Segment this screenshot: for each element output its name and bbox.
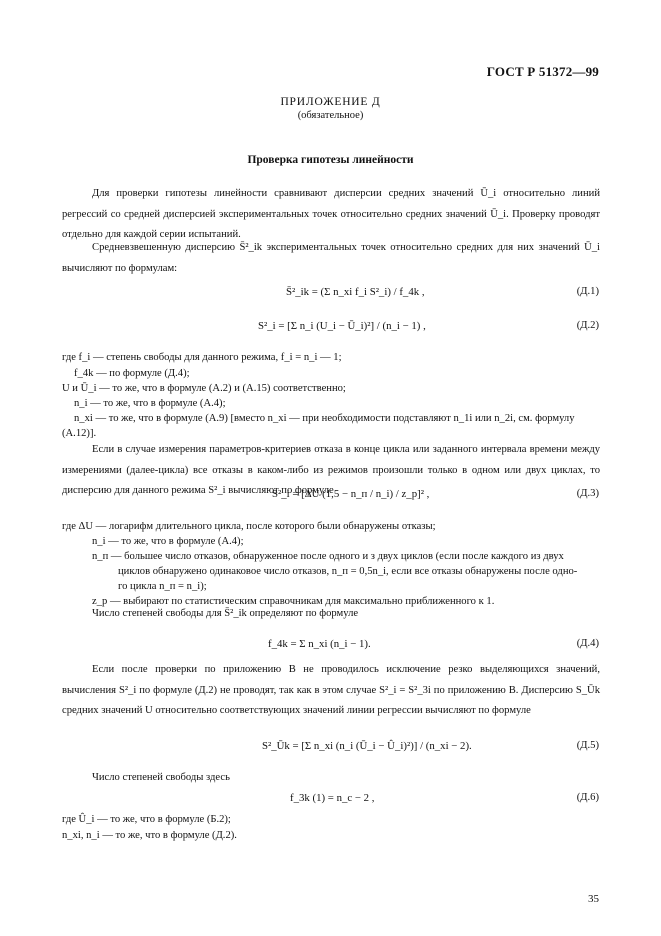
- appendix-title: ПРИЛОЖЕНИЕ Д: [280, 96, 381, 108]
- formula-d1: S̄²_ik = (Σ n_xi f_i S²_i) / f_4k ,: [286, 286, 425, 298]
- formula-d3-number: (Д.3): [576, 488, 599, 499]
- where-1-line-1: где f_i — степень свободы для данного режима, f_i = n_i — 1;: [62, 352, 342, 363]
- formula-d5-number: (Д.5): [576, 740, 599, 751]
- where-2-line-5: го цикла n_п = n_i);: [118, 581, 207, 592]
- appendix-subtitle: (обязательное): [297, 110, 364, 121]
- paragraph-2: Средневзвешенную дисперсию S̄²_ik экспериментальных точек относительно средних для них значений Ū_i вычисляют по формулам:: [62, 242, 600, 274]
- paragraph-3: Если в случае измерения параметров-критериев отказа в конце цикла или заданного интервала времени между измерениями (далее-цикла) все отказы в каком-либо из режимов произошли только в одном или двух циклах, то дисперсию для данного режима S²_i вычисляют по формуле: [62, 444, 600, 497]
- where-3-line-2: n_xi, n_i — то же, что в формуле (Д.2).: [62, 830, 237, 841]
- where-2-line-1: где ΔU — логарифм длительного цикла, после которого были обнаружены отказы;: [62, 521, 436, 532]
- formula-d6: f_3k (1) = n_c − 2 ,: [290, 792, 375, 804]
- paragraph-1: Для проверки гипотезы линейности сравнивают дисперсии средних значений Ū_i относительно линий регрессий со средней дисперсией экспериментальных точек относительно средних значений Ū_i. Проверку проводят отдельно для каждой серии испытаний.: [62, 188, 600, 241]
- paragraph-6: Число степеней свободы здесь: [92, 772, 230, 783]
- where-1-line-6: (А.12)].: [62, 428, 97, 439]
- paragraph-4: Число степеней свободы для S̄²_ik определяют по формуле: [92, 608, 359, 619]
- where-1-line-4: n_i — то же, что в формуле (А.4);: [74, 398, 226, 409]
- where-2-line-2: n_i — то же, что в формуле (А.4);: [92, 536, 244, 547]
- where-2-line-4: циклов обнаружено одинаковое число отказов, n_п = 0,5n_i, если все отказы обнаружены после одно-: [118, 566, 578, 577]
- formula-d3: S²_i = [ΔU (1,5 − n_п / n_i) / z_p]² ,: [272, 488, 430, 500]
- where-1-line-2: f_4k — по формуле (Д.4);: [74, 368, 190, 379]
- where-3-line-1: где Û_i — то же, что в формуле (Б.2);: [62, 814, 231, 825]
- formula-d5: S²_Ūk = [Σ n_xi (n_i (Ū_i − Û_i)²)] / (n_xi − 2).: [262, 740, 472, 752]
- where-2-line-6: z_p — выбирают по статистическим справочникам для максимально приближенного к 1.: [92, 596, 495, 607]
- formula-d4-number: (Д.4): [576, 638, 599, 649]
- paragraph-5: Если после проверки по приложению В не проводилось исключение резко выделяющихся значений, вычисления S²_i по формуле (Д.2) не проводят, так как в этом случае S²_i = S²_3i по приложению В. Дисперсию S_Ūk средних значений U относительно соответствующих значений линии регрессии вычисляют по формуле: [62, 664, 600, 717]
- section-title: Проверка гипотезы линейности: [247, 154, 414, 166]
- formula-d2-number: (Д.2): [576, 320, 599, 331]
- formula-d6-number: (Д.6): [576, 792, 599, 803]
- document-header: ГОСТ Р 51372—99: [486, 64, 599, 79]
- formula-d1-number: (Д.1): [576, 286, 599, 297]
- formula-d2: S²_i = [Σ n_i (U_i − Ū_i)²] / (n_i − 1) ,: [258, 320, 426, 332]
- formula-d4: f_4k = Σ n_xi (n_i − 1).: [268, 638, 371, 650]
- where-1-line-5: n_xi — то же, что в формуле (А.9) [вместо n_xi — при необходимости подставляют n_1i или n_2i, см. формулу: [74, 413, 575, 424]
- where-1-line-3: U и Ū_i — то же, что в формуле (А.2) и (А.15) соответственно;: [62, 383, 346, 394]
- where-2-line-3: n_п — большее число отказов, обнаруженное после одного и з двух циклов (если после каждого из двух: [92, 551, 564, 562]
- page-number: 35: [588, 893, 599, 905]
